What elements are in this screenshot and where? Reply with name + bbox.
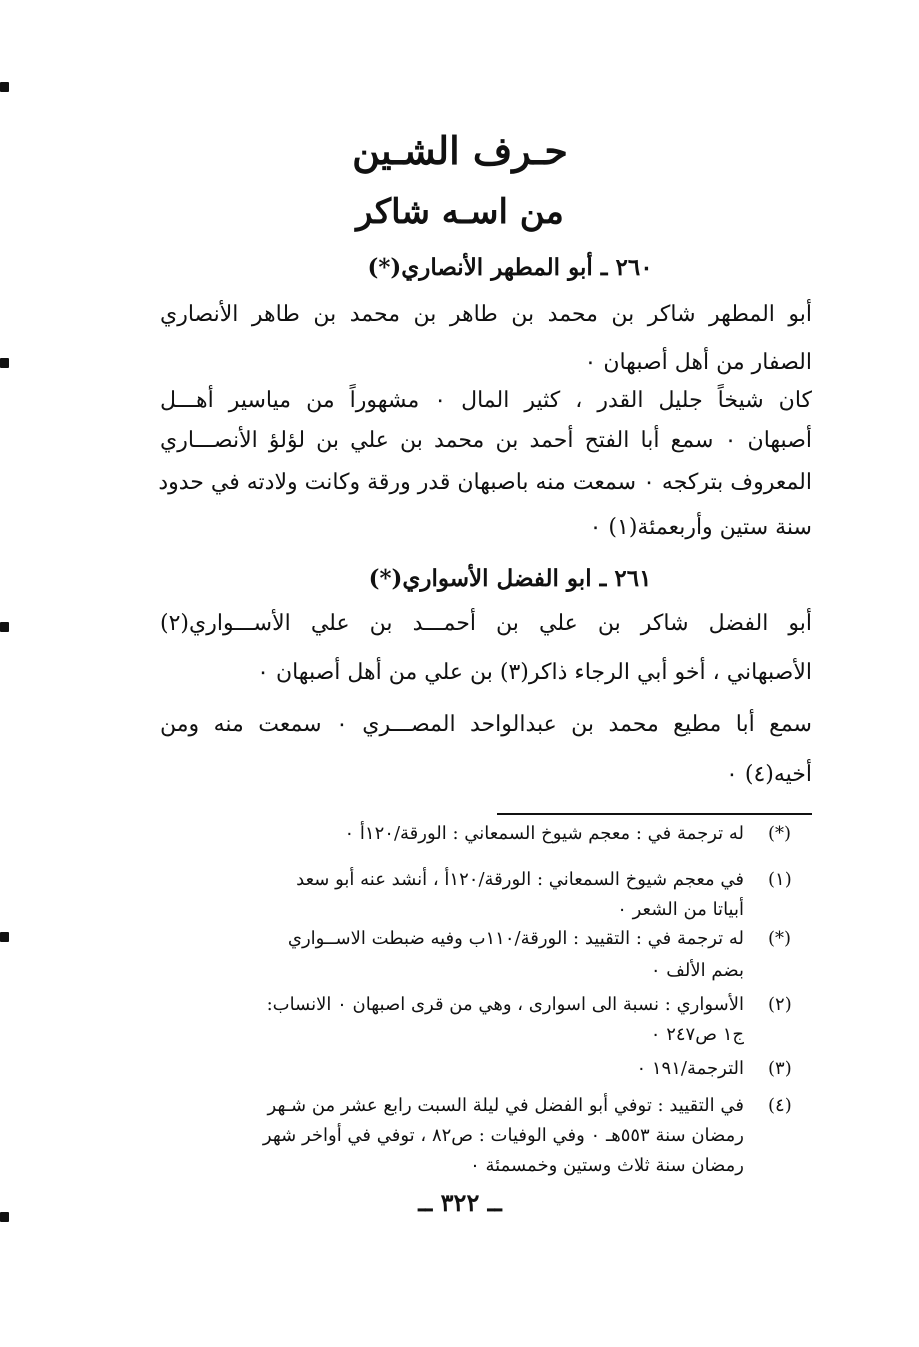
- footnote-separator: [497, 813, 812, 815]
- name-section-heading: من اسـه شاكر: [356, 192, 564, 232]
- entry-text-line: الأصبهاني ، أخو أبي الرجاء ذاكر(٣) بن علي من أهل أصبهان ٠: [257, 660, 812, 685]
- footnote-text: رمضان سنة ثلاث وستين وخمسمئة ٠: [470, 1155, 744, 1176]
- entry-text-line: أخيه(٤) ٠: [726, 762, 812, 787]
- footnote-mark: (*): [768, 928, 792, 949]
- entry-text-line: المعروف بتركجه ٠ سمعت منه باصبهان قدر ورقة وكانت ولادته في حدود: [158, 470, 812, 495]
- footnote-text: الأسواري : نسبة الى اسوارى ، وهي من قرى اصبهان ٠ الانساب:: [266, 994, 744, 1015]
- footnote-mark: (٣): [768, 1058, 792, 1079]
- entry-text-line: الصفار من أهل أصبهان ٠: [584, 350, 812, 375]
- footnote-text: أبياتا من الشعر ٠: [617, 899, 744, 920]
- footnote-mark: (*): [768, 823, 792, 844]
- entry-text-line: أصبهان ٠ سمع أبا الفتح أحمد بن محمد بن علي بن لؤلؤ الأنصـــاري: [160, 428, 812, 453]
- footnote-mark: (٢): [768, 994, 792, 1015]
- entry-text-line: سنة ستين وأربعمئة(١) ٠: [589, 515, 812, 540]
- footnote-text: له ترجمة في : التقييد : الورقة/١١٠ب وفيه ضبطت الاســواري: [287, 928, 744, 949]
- footnote-mark: (١): [768, 869, 792, 890]
- footnote-text: في معجم شيوخ السمعاني : الورقة/١٢٠أ ، أنشد عنه أبو سعد: [296, 869, 744, 890]
- footnote-text: الترجمة/١٩١ ٠: [636, 1058, 744, 1079]
- footnote-text: ج١ ص٢٤٧ ٠: [650, 1024, 744, 1045]
- binding-mark: [0, 358, 9, 368]
- letter-heading: حـرف الشـين: [352, 128, 568, 173]
- footnote-text: رمضان سنة ٥٥٣هـ ٠ وفي الوفيات : ص٨٢ ، توفي في أواخر شهر: [262, 1125, 744, 1146]
- binding-mark: [0, 1212, 9, 1222]
- page-number: ــ ٣٢٢ ــ: [418, 1188, 502, 1217]
- entry-text-line: كان شيخاً جليل القدر ، كثير المال ٠ مشهوراً من مياسير أهـــل: [160, 388, 812, 413]
- entry-title: ٢٦٠ ـ أبو المطهر الأنصاري(*): [367, 254, 653, 281]
- binding-mark: [0, 82, 9, 92]
- binding-mark: [0, 622, 9, 632]
- footnote-text: في التقييد : توفي أبو الفضل في ليلة السبت رابع عشر من شـهر: [267, 1095, 744, 1116]
- entry-title: ٢٦١ ـ ابو الفضل الأسواري(*): [368, 565, 652, 592]
- binding-mark: [0, 932, 9, 942]
- entry-text-line: أبو المطهر شاكر بن محمد بن طاهر بن محمد بن طاهر الأنصاري: [160, 302, 812, 327]
- footnote-text: بضم الألف ٠: [650, 960, 744, 981]
- entry-text-line: أبو الفضل شاكر بن علي بن أحمـــد بن علي الأســـواري(٢): [160, 611, 812, 636]
- footnote-text: له ترجمة في : معجم شيوخ السمعاني : الورقة/١٢٠أ ٠: [344, 823, 744, 844]
- entry-text-line: سمع أبا مطيع محمد بن عبدالواحد المصـــري ٠ سمعت منه ومن: [160, 712, 812, 737]
- footnote-mark: (٤): [768, 1095, 792, 1116]
